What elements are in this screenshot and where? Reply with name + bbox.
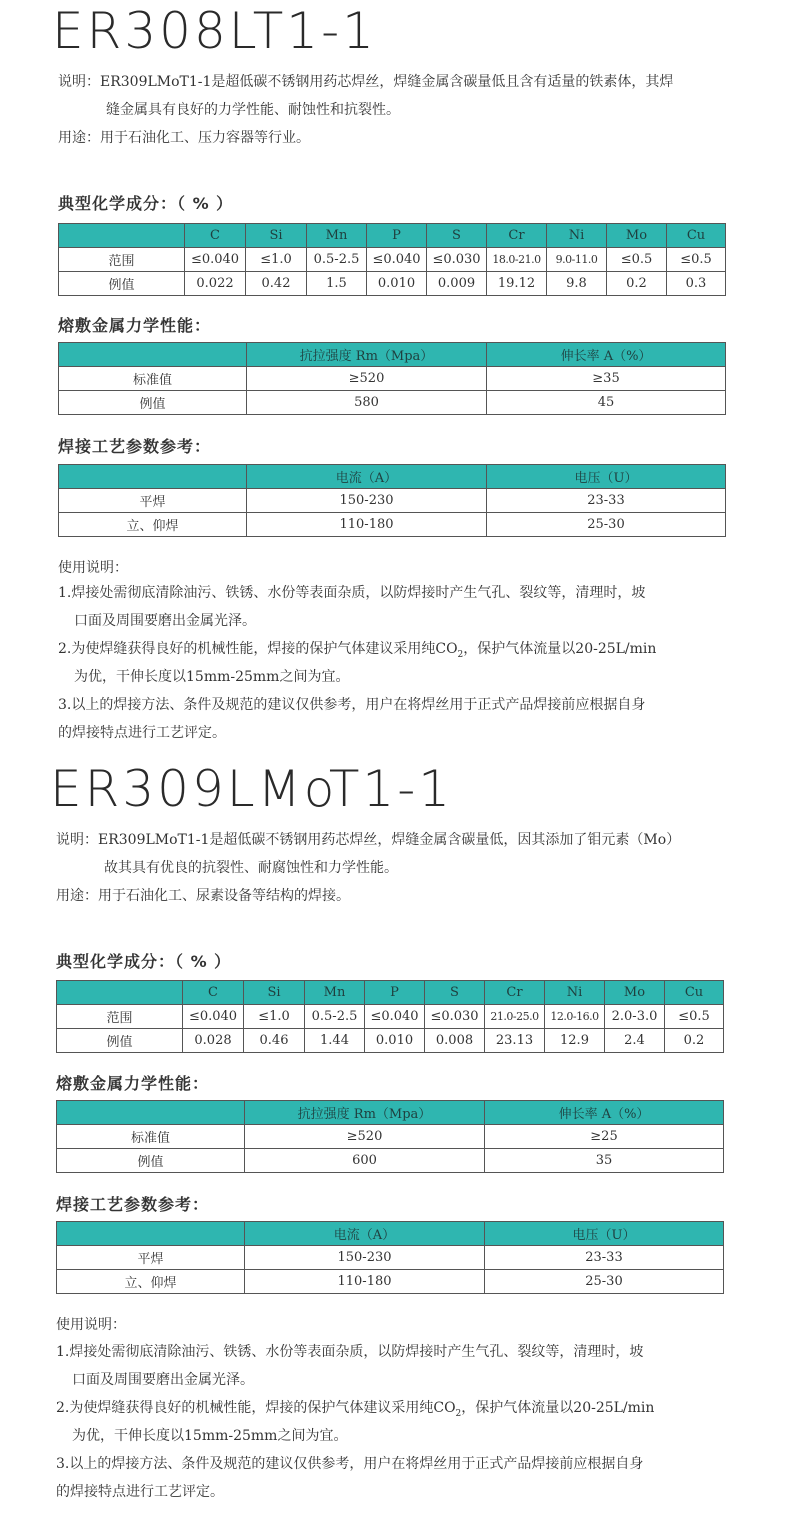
table-cell: 0.3 (667, 272, 726, 296)
table-cell: 例值 (59, 272, 185, 296)
table-cell: 19.12 (487, 272, 547, 296)
table-cell: 例值 (57, 1149, 245, 1173)
chem-header-cell: Mn (307, 224, 367, 248)
table-cell: 2.0-3.0 (605, 1005, 665, 1029)
chem-header-cell: Cr (487, 224, 547, 248)
table-cell: 0.028 (183, 1029, 244, 1053)
weld-header-cell: 电压（U） (485, 1222, 724, 1246)
table-cell: ≤0.5 (667, 248, 726, 272)
table-cell: 例值 (57, 1029, 183, 1053)
weld-header-row (57, 1222, 724, 1246)
description-text: ER309LMoT1-1是超低碳不锈钢用药芯焊丝，焊缝金属含碳量低，因其添加了钼元素（Mo） (98, 832, 681, 848)
table-row (57, 1270, 724, 1294)
usage-note-2-text-post: ，保护气体流量以20-25L/min (461, 1400, 655, 1416)
mech-header-cell: 抗拉强度 Rm（Mpa） (247, 343, 487, 367)
usage-note-1-cont: 口面及周围要磨出金属光泽。 (72, 1372, 254, 1388)
table-cell: 0.009 (427, 272, 487, 296)
table-cell: 25-30 (487, 513, 726, 537)
chem-header-cell: Mn (305, 981, 365, 1005)
weld-header-row (59, 465, 726, 489)
mech-header-cell: 抗拉强度 Rm（Mpa） (245, 1101, 485, 1125)
table-cell: 范围 (57, 1005, 183, 1029)
table-cell: 0.5-2.5 (305, 1005, 365, 1029)
table-cell: ≤1.0 (244, 1005, 305, 1029)
chem-header-cell: Ni (545, 981, 605, 1005)
chemical-composition-table (58, 223, 726, 296)
description-line-2: 故其具有优良的抗裂性、耐腐蚀性和力学性能。 (104, 860, 398, 876)
table-cell: 1.44 (305, 1029, 365, 1053)
table-cell: ≤0.040 (367, 248, 427, 272)
table-cell: 110-180 (245, 1270, 485, 1294)
mech-header-row (59, 343, 726, 367)
product-title: ER309LMoT1-1 (50, 760, 454, 818)
table-cell: ≥25 (485, 1125, 724, 1149)
chemical-composition-heading: 典型化学成分：（ % ） (58, 194, 234, 213)
table-cell: 580 (247, 391, 487, 415)
description-label: 说明： (58, 74, 100, 90)
usage-note-2-text-post: ，保护气体流量以20-25L/min (463, 641, 657, 657)
usage-note-3-cont: 的焊接特点进行工艺评定。 (56, 1484, 224, 1500)
usage-note-3: 3.以上的焊接方法、条件及规范的建议仅供参考，用户在将焊丝用于正式产品焊接前应根据自身 (56, 1456, 644, 1472)
co2-subscript: 2 (455, 1408, 462, 1419)
welding-parameters-table (58, 464, 726, 537)
description-line-1 (58, 68, 673, 96)
table-row (59, 489, 726, 513)
mechanical-properties-heading: 熔敷金属力学性能： (58, 316, 212, 335)
chem-header-cell: Mo (605, 981, 665, 1005)
usage-purpose (56, 882, 350, 910)
table-row (59, 513, 726, 537)
table-cell: ≥35 (487, 367, 726, 391)
usage-note-2-text: 2.为使焊缝获得良好的机械性能，焊接的保护气体建议采用纯CO (56, 1400, 456, 1416)
usage-purpose (58, 124, 310, 152)
chem-header-cell: P (367, 224, 427, 248)
table-cell: 0.2 (665, 1029, 724, 1053)
table-cell: 立、仰焊 (59, 513, 247, 537)
table-cell: 9.0-11.0 (547, 248, 607, 272)
table-cell: 标准值 (59, 367, 247, 391)
table-row (59, 248, 726, 272)
mech-header-cell (59, 343, 247, 367)
usage-note-2-cont: 为优，干伸长度以15mm-25mm之间为宜。 (74, 669, 350, 685)
product-title: ER308LT1-1 (52, 2, 377, 60)
table-cell: ≤0.030 (427, 248, 487, 272)
table-cell: ≤0.5 (607, 248, 667, 272)
description-text: ER309LMoT1-1是超低碳不锈钢用药芯焊丝，焊缝金属含碳量低且含有适量的铁素体，其焊 (100, 74, 674, 90)
table-cell: ≤1.0 (246, 248, 307, 272)
table-row (57, 1005, 724, 1029)
chem-header-cell (57, 981, 183, 1005)
description-label: 说明： (56, 832, 98, 848)
weld-header-cell: 电流（A） (247, 465, 487, 489)
table-cell: 45 (487, 391, 726, 415)
chem-header-row (57, 981, 724, 1005)
chemical-composition-table (56, 980, 724, 1053)
table-cell: 23.13 (485, 1029, 545, 1053)
table-row (57, 1246, 724, 1270)
purpose-label: 用途： (56, 888, 98, 904)
mech-header-cell (57, 1101, 245, 1125)
table-cell: 0.010 (367, 272, 427, 296)
table-row (59, 367, 726, 391)
purpose-text: 用于石油化工、尿素设备等结构的焊接。 (98, 888, 350, 904)
table-cell: ≤0.040 (365, 1005, 425, 1029)
weld-header-cell (57, 1222, 245, 1246)
table-cell: 立、仰焊 (57, 1270, 245, 1294)
table-cell: 150-230 (247, 489, 487, 513)
table-cell: 2.4 (605, 1029, 665, 1053)
chem-header-cell: C (185, 224, 246, 248)
welding-parameters-heading: 焊接工艺参数参考： (58, 437, 212, 456)
chem-header-cell: S (425, 981, 485, 1005)
table-cell: ≥520 (245, 1125, 485, 1149)
chem-header-cell: Si (246, 224, 307, 248)
description-line-1 (56, 826, 680, 854)
mech-header-row (57, 1101, 724, 1125)
usage-note-3: 3.以上的焊接方法、条件及规范的建议仅供参考，用户在将焊丝用于正式产品焊接前应根据自身 (58, 697, 646, 713)
table-row (57, 1149, 724, 1173)
table-cell: 平焊 (57, 1246, 245, 1270)
table-cell: 25-30 (485, 1270, 724, 1294)
table-cell: 0.022 (185, 272, 246, 296)
chem-header-cell: Cu (665, 981, 724, 1005)
purpose-text: 用于石油化工、压力容器等行业。 (100, 130, 310, 146)
mechanical-properties-heading: 熔敷金属力学性能： (56, 1074, 210, 1093)
chem-header-cell: S (427, 224, 487, 248)
chem-header-cell (59, 224, 185, 248)
table-cell: 0.42 (246, 272, 307, 296)
table-cell: 0.2 (607, 272, 667, 296)
table-cell: 范围 (59, 248, 185, 272)
chem-header-cell: C (183, 981, 244, 1005)
table-cell: 0.5-2.5 (307, 248, 367, 272)
table-cell: 标准值 (57, 1125, 245, 1149)
table-cell: 23-33 (485, 1246, 724, 1270)
chem-header-cell: P (365, 981, 425, 1005)
table-cell: 150-230 (245, 1246, 485, 1270)
usage-note-1: 1.焊接处需彻底清除油污、铁锈、水份等表面杂质，以防焊接时产生气孔、裂纹等，清理时，坡 (56, 1344, 644, 1360)
table-cell: 21.0-25.0 (485, 1005, 545, 1029)
usage-note-2-text: 2.为使焊缝获得良好的机械性能，焊接的保护气体建议采用纯CO (58, 641, 458, 657)
usage-instructions-heading: 使用说明： (58, 560, 128, 576)
table-cell: ≤0.5 (665, 1005, 724, 1029)
table-cell: 1.5 (307, 272, 367, 296)
table-cell: 12.0-16.0 (545, 1005, 605, 1029)
table-cell: 18.0-21.0 (487, 248, 547, 272)
mechanical-properties-table (56, 1100, 724, 1173)
table-cell: 110-180 (247, 513, 487, 537)
weld-header-cell: 电流（A） (245, 1222, 485, 1246)
table-cell: 23-33 (487, 489, 726, 513)
table-cell: 0.008 (425, 1029, 485, 1053)
table-row (59, 391, 726, 415)
mechanical-properties-table (58, 342, 726, 415)
chem-header-cell: Cr (485, 981, 545, 1005)
table-cell: 12.9 (545, 1029, 605, 1053)
description-line-2: 缝金属具有良好的力学性能、耐蚀性和抗裂性。 (106, 102, 400, 118)
table-cell: 例值 (59, 391, 247, 415)
table-cell: ≥520 (247, 367, 487, 391)
table-cell: 0.010 (365, 1029, 425, 1053)
table-cell: ≤0.040 (183, 1005, 244, 1029)
co2-subscript: 2 (457, 649, 464, 660)
table-row (57, 1029, 724, 1053)
usage-instructions-heading: 使用说明： (56, 1317, 126, 1333)
usage-note-1: 1.焊接处需彻底清除油污、铁锈、水份等表面杂质，以防焊接时产生气孔、裂纹等，清理时，坡 (58, 585, 646, 601)
table-cell: 9.8 (547, 272, 607, 296)
purpose-label: 用途： (58, 130, 100, 146)
table-row (59, 272, 726, 296)
table-cell: 35 (485, 1149, 724, 1173)
chemical-composition-heading: 典型化学成分：（ % ） (56, 952, 232, 971)
chem-header-cell: Cu (667, 224, 726, 248)
table-cell: ≤0.040 (185, 248, 246, 272)
table-cell: 平焊 (59, 489, 247, 513)
chem-header-cell: Mo (607, 224, 667, 248)
mech-header-cell: 伸长率 A（%） (485, 1101, 724, 1125)
mech-header-cell: 伸长率 A（%） (487, 343, 726, 367)
weld-header-cell (59, 465, 247, 489)
chem-header-cell: Si (244, 981, 305, 1005)
usage-note-2-cont: 为优，干伸长度以15mm-25mm之间为宜。 (72, 1428, 348, 1444)
table-row (57, 1125, 724, 1149)
chem-header-cell: Ni (547, 224, 607, 248)
table-cell: 0.46 (244, 1029, 305, 1053)
usage-note-3-cont: 的焊接特点进行工艺评定。 (58, 725, 226, 741)
table-cell: ≤0.030 (425, 1005, 485, 1029)
weld-header-cell: 电压（U） (487, 465, 726, 489)
usage-note-1-cont: 口面及周围要磨出金属光泽。 (74, 613, 256, 629)
chem-header-row (59, 224, 726, 248)
welding-parameters-heading: 焊接工艺参数参考： (56, 1195, 210, 1214)
welding-parameters-table (56, 1221, 724, 1294)
table-cell: 600 (245, 1149, 485, 1173)
